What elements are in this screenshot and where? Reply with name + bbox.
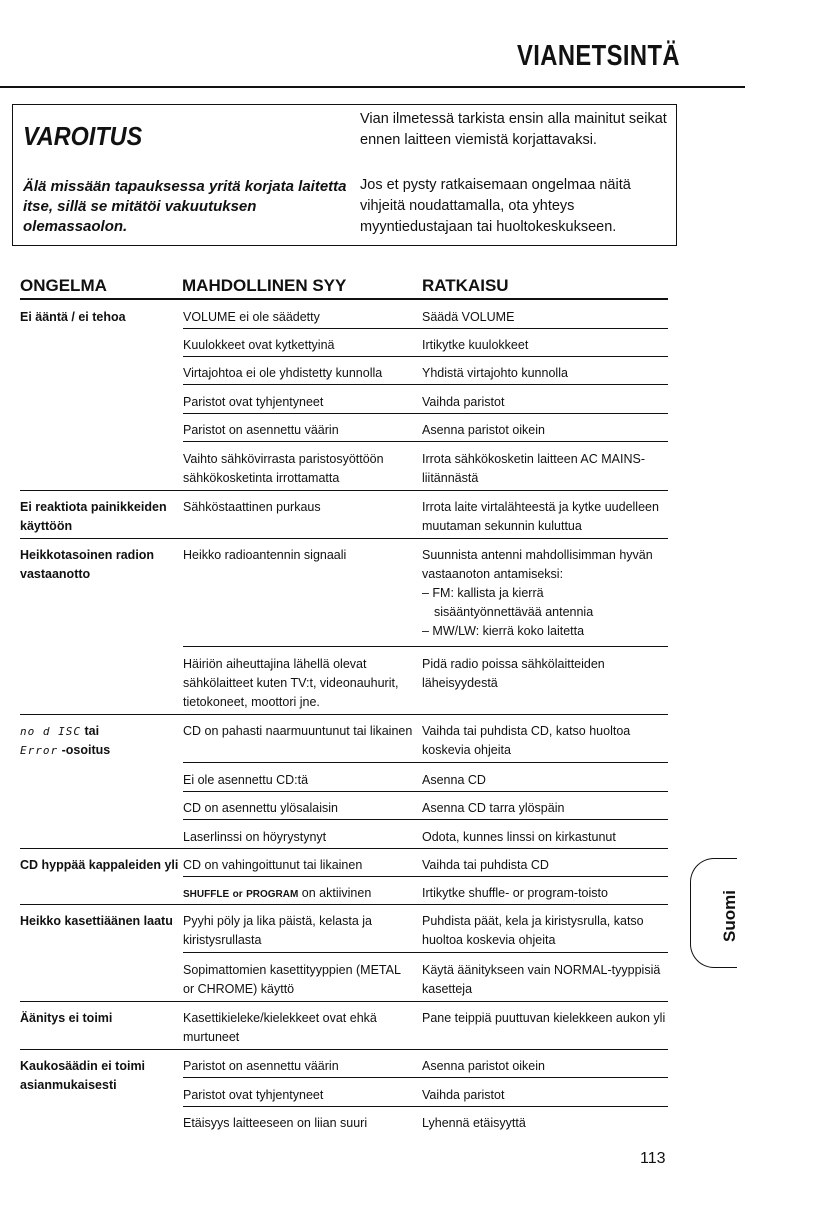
display-error: Error	[20, 744, 59, 757]
cause-broken-tab: Kasettikieleke/kielekkeet ovat ehkä murtuneet	[183, 1011, 377, 1044]
cause-batteries-wrong: Paristot on asennettu väärin	[183, 423, 339, 437]
problem-indication: -osoitus	[61, 743, 111, 757]
group-divider	[20, 1049, 668, 1050]
solution-antenna-fm-detail: sisääntyönnettävää antennia	[434, 605, 594, 619]
cause-batteries-empty: Paristot ovat tyhjentyneet	[183, 395, 324, 409]
header-rule	[20, 298, 668, 300]
cause-dirty-heads: Pyyhi pöly ja lika päistä, kelasta ja kiristysrullasta	[183, 914, 372, 947]
problem-no-recording: Äänitys ei toimi	[20, 1011, 113, 1025]
solution-antenna-mw: – MW/LW: kierrä koko laitetta	[422, 624, 585, 638]
warning-box	[12, 104, 677, 246]
row-divider	[183, 413, 668, 414]
solution-cd-scratched: Vaihda tai puhdista CD, katso huoltoa koskevia ohjeita	[422, 724, 631, 757]
group-divider	[20, 490, 668, 491]
cause-interference: Häiriön aiheuttajina lähellä olevat sähkölaitteet kuten TV:t, videonauhurit, tietokoneet, moottori jne.	[183, 657, 399, 709]
problem-no-disc	[20, 722, 185, 760]
cause-static: Sähköstaattinen purkaus	[183, 500, 321, 514]
cause-cd-damaged: CD on vahingoittunut tai likainen	[183, 858, 363, 872]
row-divider	[183, 876, 668, 877]
cause-volume: VOLUME ei ole säädetty	[183, 310, 320, 324]
problem-or: tai	[84, 724, 100, 738]
page-title: VIANETSINTÄ	[516, 40, 680, 72]
display-no-disc: no d ISC	[20, 725, 81, 738]
solution-batteries-wrong: Asenna paristot oikein	[422, 423, 545, 437]
solution-headphones: Irtikytke kuulokkeet	[422, 338, 529, 352]
column-header-cause: MAHDOLLINEN SYY	[182, 276, 347, 295]
row-divider	[183, 791, 668, 792]
solution-antenna	[422, 546, 672, 641]
solution-lens-fogged: Odota, kunnes linssi on kirkastunut	[422, 830, 616, 844]
row-divider	[183, 1106, 668, 1107]
group-divider	[20, 1001, 668, 1002]
problem-no-sound: Ei ääntä / ei tehoa	[20, 310, 126, 324]
solution-batteries-empty: Vaihda paristot	[422, 395, 505, 409]
solution-wrong-tape: Käytä äänitykseen vain NORMAL-tyyppisiä kasetteja	[422, 963, 661, 996]
solution-power-switch: Irrota sähkökosketin laitteen AC MAINS-liitännästä	[422, 452, 646, 485]
solution-shuffle-active: Irtikytke shuffle- or program-toisto	[422, 886, 608, 900]
cause-wrong-tape: Sopimattomien kasettityyppien (METAL or CHROME) käyttö	[183, 963, 401, 996]
solution-remote-batteries-empty: Vaihda paristot	[422, 1088, 505, 1102]
cause-cd-upside-down: CD on asennettu ylösalaisin	[183, 801, 338, 815]
cause-lens-fogged: Laserlinssi on höyrystynyt	[183, 830, 327, 844]
warning-title: VAROITUS	[23, 121, 143, 151]
title-rule	[0, 86, 745, 88]
row-divider	[183, 1077, 668, 1078]
solution-antenna-fm: – FM: kallista ja kierrä	[422, 586, 544, 600]
language-tab-label: Suomi	[720, 890, 739, 942]
row-divider	[183, 952, 668, 953]
problem-cd-skips: CD hyppää kappaleiden yli	[20, 858, 179, 872]
solution-interference: Pidä radio poissa sähkölaitteiden läheisyydestä	[422, 657, 605, 690]
solution-cd-damaged: Vaihda tai puhdista CD	[422, 858, 549, 872]
problem-weak-radio: Heikkotasoinen radion vastaanotto	[20, 548, 155, 581]
cause-headphones: Kuulokkeet ovat kytkettyinä	[183, 338, 335, 352]
table-header	[0, 276, 700, 300]
group-divider	[20, 904, 668, 905]
group-divider	[20, 848, 668, 849]
row-divider	[183, 328, 668, 329]
cause-no-cd: Ei ole asennettu CD:tä	[183, 773, 309, 787]
warning-info-contact: Jos et pysty ratkaisemaan ongelmaa näitä vihjeitä noudattamalla, ota yhteys myyntiedustajaan tai huoltokeskukseen.	[360, 177, 631, 235]
cause-power-switch: Vaihto sähkövirrasta paristosyöttöön sähkökosketinta irrottamatta	[183, 452, 384, 485]
problem-remote: Kaukosäädin ei toimi asianmukaisesti	[20, 1059, 146, 1092]
cause-remote-batteries-wrong: Paristot on asennettu väärin	[183, 1059, 339, 1073]
solution-dirty-heads: Puhdista päät, kela ja kiristysrulla, katso huoltoa koskevia ohjeita	[422, 914, 644, 947]
cause-power-cord: Virtajohtoa ei ole yhdistetty kunnolla	[183, 366, 383, 380]
column-header-solution: RATKAISU	[422, 276, 509, 295]
solution-remote-batteries-wrong: Asenna paristot oikein	[422, 1059, 545, 1073]
active-label: on aktiivinen	[301, 886, 372, 900]
row-divider	[183, 646, 668, 647]
warning-info-check: Vian ilmetessä tarkista ensin alla mainitut seikat ennen laitteen viemistä korjattavaksi.	[360, 111, 667, 148]
solution-power-cord: Yhdistä virtajohto kunnolla	[422, 366, 568, 380]
problem-poor-cassette: Heikko kasettiäänen laatu	[20, 914, 173, 928]
solution-broken-tab: Pane teippiä puuttuvan kielekkeen aukon yli	[422, 1011, 666, 1025]
cause-weak-signal: Heikko radioantennin signaali	[183, 548, 347, 562]
row-divider	[183, 356, 668, 357]
program-label: PROGRAM	[246, 889, 299, 900]
shuffle-label: SHUFFLE	[183, 889, 230, 900]
column-header-problem: ONGELMA	[20, 276, 107, 295]
problem-no-reaction: Ei reaktiota painikkeiden käyttöön	[20, 500, 167, 533]
solution-distance: Lyhennä etäisyyttä	[422, 1116, 526, 1130]
row-divider	[183, 819, 668, 820]
group-divider	[20, 538, 668, 539]
row-divider	[183, 762, 668, 763]
row-divider	[183, 441, 668, 442]
solution-static: Irrota laite virtalähteestä ja kytke uudelleen muutaman sekunnin kuluttua	[422, 500, 659, 533]
solution-antenna-line1: Suunnista antenni mahdollisimman hyvän vastaanoton antamiseksi:	[422, 548, 653, 581]
page-number: 113	[640, 1150, 666, 1167]
cause-cd-scratched: CD on pahasti naarmuuntunut tai likainen	[183, 724, 413, 738]
cause-distance: Etäisyys laitteeseen on liian suuri	[183, 1116, 368, 1130]
row-divider	[183, 384, 668, 385]
solution-volume: Säädä VOLUME	[422, 310, 515, 324]
solution-no-cd: Asenna CD	[422, 773, 486, 787]
solution-cd-upside-down: Asenna CD tarra ylöspäin	[422, 801, 565, 815]
warning-text: Älä missään tapauksessa yritä korjata laitetta itse, sillä se mitätöi vakuutuksen olemassaolon.	[23, 178, 347, 235]
cause-remote-batteries-empty: Paristot ovat tyhjentyneet	[183, 1088, 324, 1102]
group-divider	[20, 714, 668, 715]
cause-shuffle-active	[183, 884, 415, 904]
or-label: or	[232, 889, 243, 900]
